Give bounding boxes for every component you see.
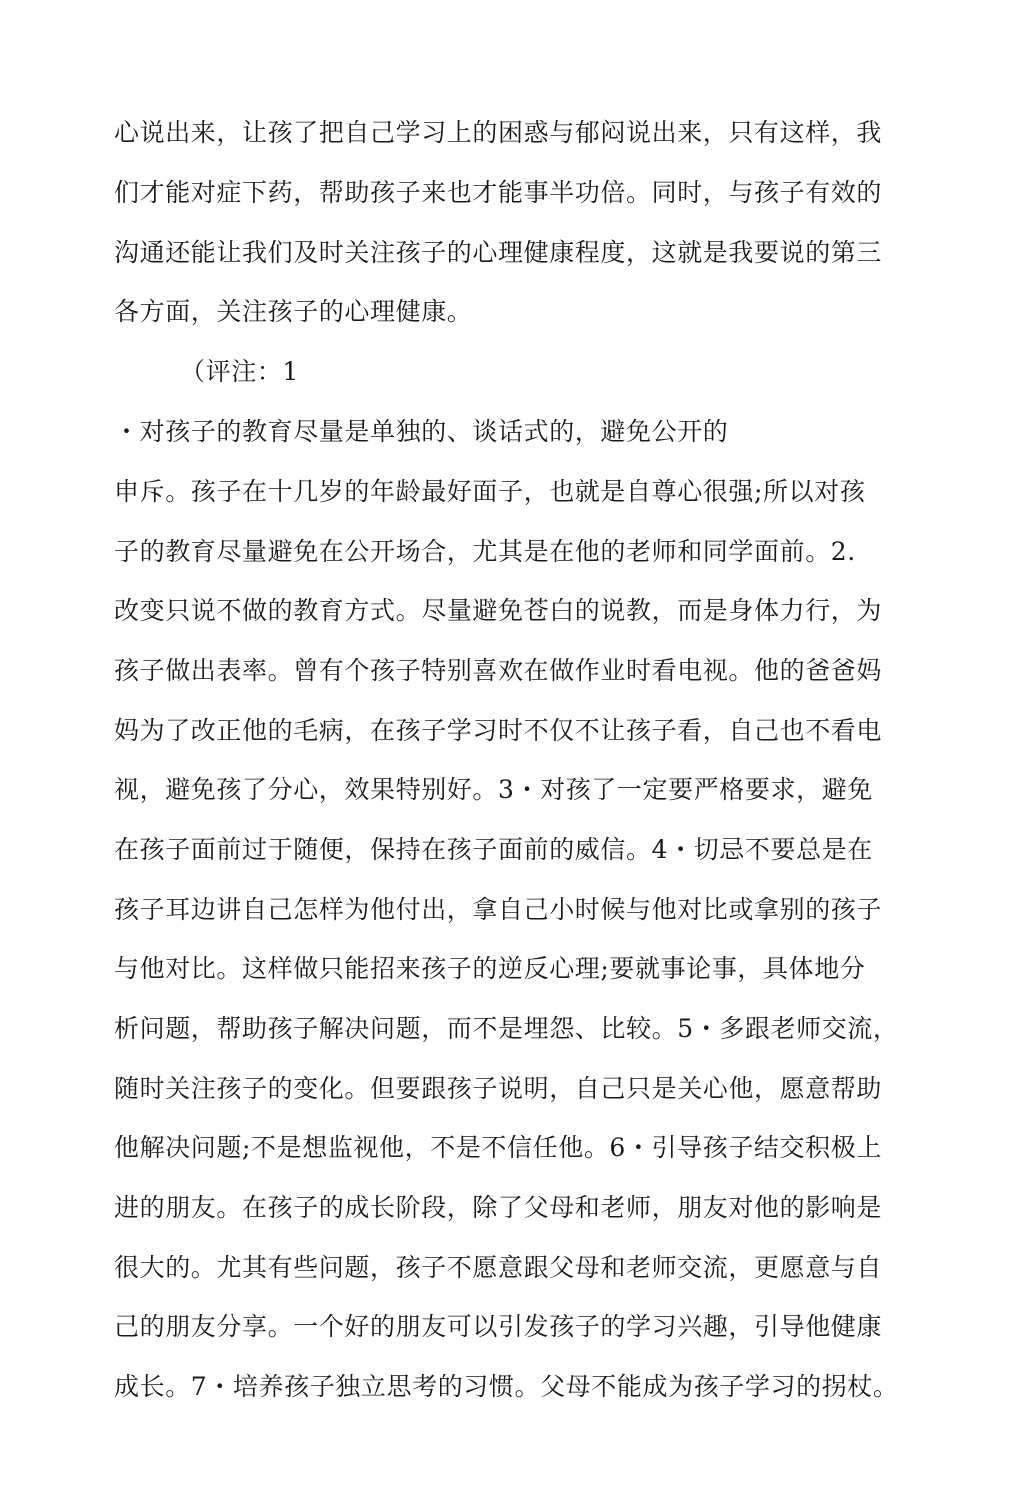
- text-line: 沟通还能让我们及时关注孩子的心理健康程度，这就是我要说的第三: [114, 238, 883, 267]
- text-line: 进的朋友。在孩子的成长阶段，除了父母和老师，朋友对他的影响是: [114, 1193, 883, 1222]
- text-line: 改变只说不做的教育方式。尽量避免苍白的说教，而是身体力行，为: [114, 596, 883, 625]
- text-line: 妈为了改正他的毛病，在孩子学习时不仅不让孩子看，自己也不看电: [114, 716, 883, 745]
- text-line: ・对孩子的教育尽量是单独的、谈话式的，避免公开的: [114, 417, 729, 446]
- text-line: 子的教育尽量避免在公开场合，尤其是在他的老师和同学面前。2.: [114, 537, 856, 566]
- text-line: 很大的。尤其有些问题，孩子不愿意跟父母和老师交流，更愿意与自: [114, 1253, 883, 1282]
- text-line: 视，避免孩了分心，效果特别好。3・对孩了一定要严格要求，避免: [114, 775, 873, 804]
- text-line: 们才能对症下药，帮助孩子来也才能事半功倍。同时，与孩子有效的: [114, 178, 883, 207]
- text-line: 心说出来，让孩了把自己学习上的困惑与郁闷说出来，只有这样，我: [114, 118, 883, 147]
- text-line: 与他对比。这样做只能招来孩子的逆反心理;要就事论事，具体地分: [114, 954, 866, 983]
- text-line: 在孩子面前过于随便，保持在孩子面前的威信。4・切忌不要总是在: [114, 835, 873, 864]
- text-line: 己的朋友分享。一个好的朋友可以引发孩子的学习兴趣，引导他健康: [114, 1312, 883, 1341]
- text-line: 他解决问题;不是想监视他，不是不信任他。6・引导孩子结交积极上: [114, 1133, 882, 1162]
- text-line: 析问题，帮助孩子解决问题，而不是埋怨、比较。5・多跟老师交流，: [114, 1014, 899, 1043]
- text-line: 申斥。孩子在十几岁的年龄最好面子，也就是自尊心很强;所以对孩: [114, 477, 866, 506]
- text-line: 孩子做出表率。曾有个孩子特别喜欢在做作业时看电视。他的爸爸妈: [114, 656, 883, 685]
- text-line: 孩子耳边讲自己怎样为他付出，拿自己小时候与他对比或拿别的孩子: [114, 895, 883, 924]
- text-line: 随时关注孩子的变化。但要跟孩子说明，自己只是关心他，愿意帮助: [114, 1074, 883, 1103]
- text-line: 各方面，关注孩子的心理健康。: [114, 297, 473, 326]
- annotation-heading: （评注：1: [180, 357, 299, 386]
- text-line: 成长。7・培养孩子独立思考的习惯。父母不能成为孩子学习的拐杖。: [114, 1372, 899, 1401]
